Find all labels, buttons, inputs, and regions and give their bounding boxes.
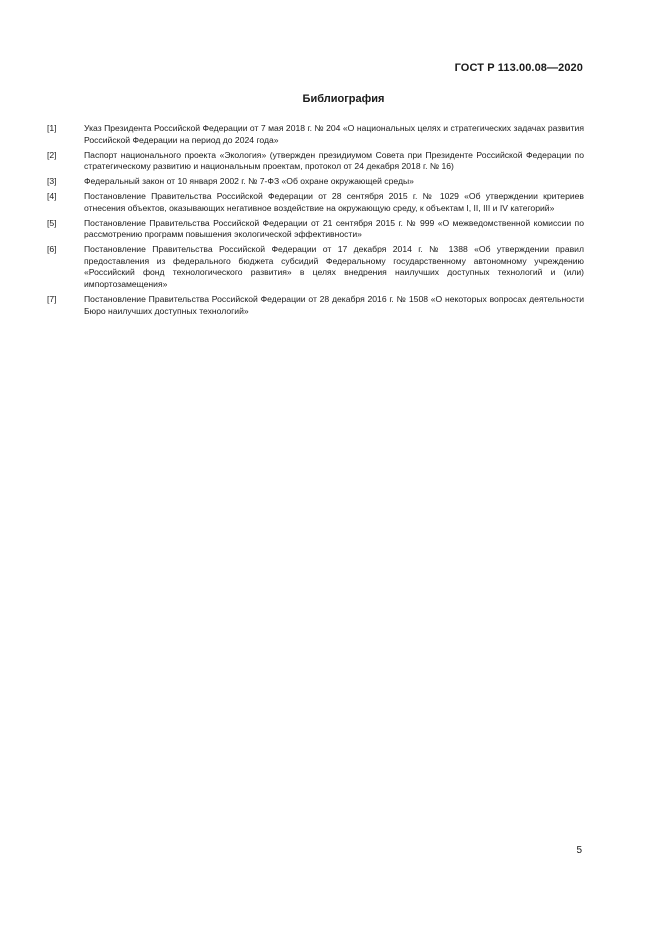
bibliography-item (47, 294, 584, 317)
document-code: ГОСТ Р 113.00.08—2020 (454, 62, 583, 74)
bibliography-item-number: [7] (47, 294, 57, 305)
bibliography-item-text: Федеральный закон от 10 января 2002 г. № 7-ФЗ «Об охране окружающей среды» (84, 176, 414, 187)
bibliography-item (47, 150, 584, 173)
bibliography-item-number: [4] (47, 191, 57, 202)
bibliography-item-text: Постановление Правительства Российской Федерации от 17 декабря 2014 г. № 1388 «Об утверждении правил предоставления из федерального бюджета субсидий Федеральному государственному автономному учреждению «Российский фонд технологического развития» в целях внедрения наилучших доступных технологий и (или) импортозамещения» (84, 244, 584, 290)
bibliography-item-number: [5] (47, 217, 57, 228)
bibliography-item (47, 244, 584, 290)
bibliography-item-number: [3] (47, 176, 57, 187)
bibliography-item (47, 191, 584, 214)
bibliography-item-number: [1] (47, 123, 57, 133)
bibliography-item-number: [6] (47, 244, 57, 255)
bibliography-item-text: Постановление Правительства Российской Федерации от 21 сентября 2015 г. № 999 «О межведомственной комиссии по рассмотрению программ повышения экологической эффективности» (84, 217, 584, 240)
bibliography-title: Библиография (302, 93, 385, 105)
bibliography-list (47, 123, 584, 321)
page-number: 5 (576, 845, 582, 856)
bibliography-item (47, 176, 584, 188)
bibliography-item (47, 123, 584, 146)
bibliography-item-text: Указ Президента Российской Федерации от 7 мая 2018 г. № 204 «О национальных целях и стратегических задачах развития Российской Федерации на период до 2024 года» (84, 123, 584, 145)
bibliography-item-text: Постановление Правительства Российской Федерации от 28 декабря 2016 г. № 1508 «О некоторых вопросах деятельности Бюро наилучших доступных технологий» (84, 294, 584, 316)
bibliography-item-number: [2] (47, 149, 57, 160)
bibliography-item-text: Паспорт национального проекта «Экология» (утвержден президиумом Совета при Президенте Российской Федерации по стратегическому развитию и национальным проектам, протокол от 24 декабря 2018 г. № 16) (84, 149, 584, 172)
bibliography-item (47, 218, 584, 241)
bibliography-item-text: Постановление Правительства Российской Федерации от 28 сентября 2015 г. № 1029 «Об утверждении критериев отнесения объектов, оказывающих негативное воздействие на окружающую среду, к объектам I, II, III и IV категорий» (84, 191, 584, 213)
